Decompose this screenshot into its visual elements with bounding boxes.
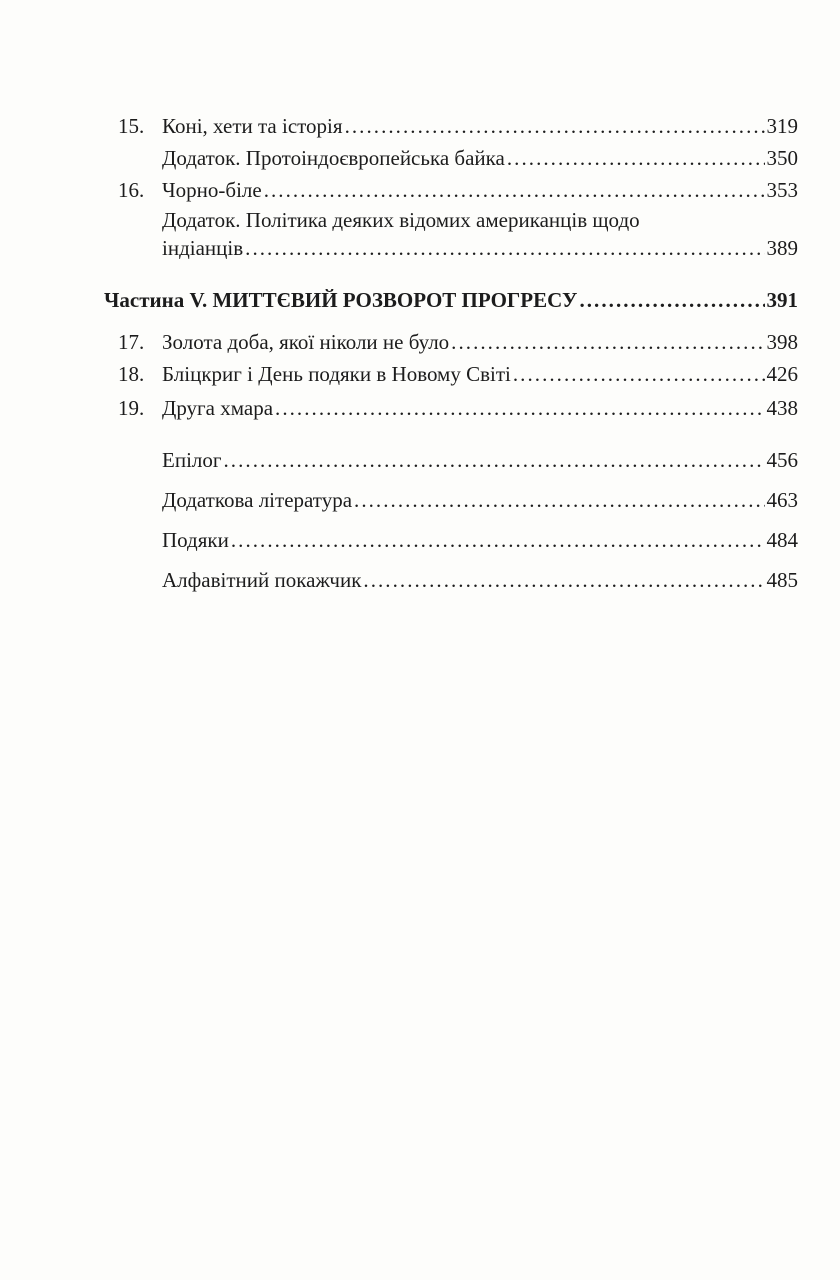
- dot-leader: [507, 146, 765, 170]
- dot-leader: [224, 448, 765, 472]
- page-number: 389: [766, 236, 798, 260]
- dot-leader: [579, 288, 764, 312]
- dot-leader: [363, 568, 764, 592]
- dot-leader: [354, 488, 764, 512]
- chapter-title: Бліцкриг і День подяки в Новому Світі: [162, 362, 511, 386]
- appendix-title-line2: індіанців: [162, 236, 244, 260]
- section-title: Епілог: [162, 448, 222, 472]
- dot-leader: [275, 396, 764, 420]
- part-title: Частина V. МИТТЄВИЙ РОЗВОРОТ ПРОГРЕСУ: [104, 288, 578, 312]
- dot-leader: [264, 178, 765, 202]
- dot-leader: [451, 330, 764, 354]
- chapter-number: 16.: [118, 178, 145, 202]
- chapter-number: 19.: [118, 396, 145, 420]
- chapter-title: Чорно-біле: [162, 178, 262, 202]
- dot-leader: [245, 236, 764, 260]
- chapter-title: Коні, хети та історія: [162, 114, 343, 138]
- appendix-title-line1: Додаток. Політика деяких відомих американців щодо: [162, 208, 640, 232]
- page-number: 438: [766, 396, 798, 420]
- page-number: 485: [766, 568, 798, 592]
- page-number: 456: [766, 448, 798, 472]
- page-number: 391: [766, 288, 798, 312]
- page-number: 426: [766, 362, 798, 386]
- chapter-number: 15.: [118, 114, 145, 138]
- page-number: 463: [766, 488, 798, 512]
- page-number: 319: [766, 114, 798, 138]
- section-title: Алфавітний покажчик: [162, 568, 362, 592]
- chapter-title: Золота доба, якої ніколи не було: [162, 330, 450, 354]
- chapter-number: 18.: [118, 362, 145, 386]
- section-title: Подяки: [162, 528, 229, 552]
- section-title: Додаткова література: [162, 488, 353, 512]
- chapter-title: Друга хмара: [162, 396, 274, 420]
- dot-leader: [345, 114, 765, 138]
- appendix-title: Додаток. Протоіндоєвропейська байка: [162, 146, 505, 170]
- page-number: 350: [766, 146, 798, 170]
- page-number: 398: [766, 330, 798, 354]
- chapter-number: 17.: [118, 330, 145, 354]
- dot-leader: [231, 528, 765, 552]
- page-number: 353: [766, 178, 798, 202]
- page-number: 484: [766, 528, 798, 552]
- dot-leader: [513, 362, 765, 386]
